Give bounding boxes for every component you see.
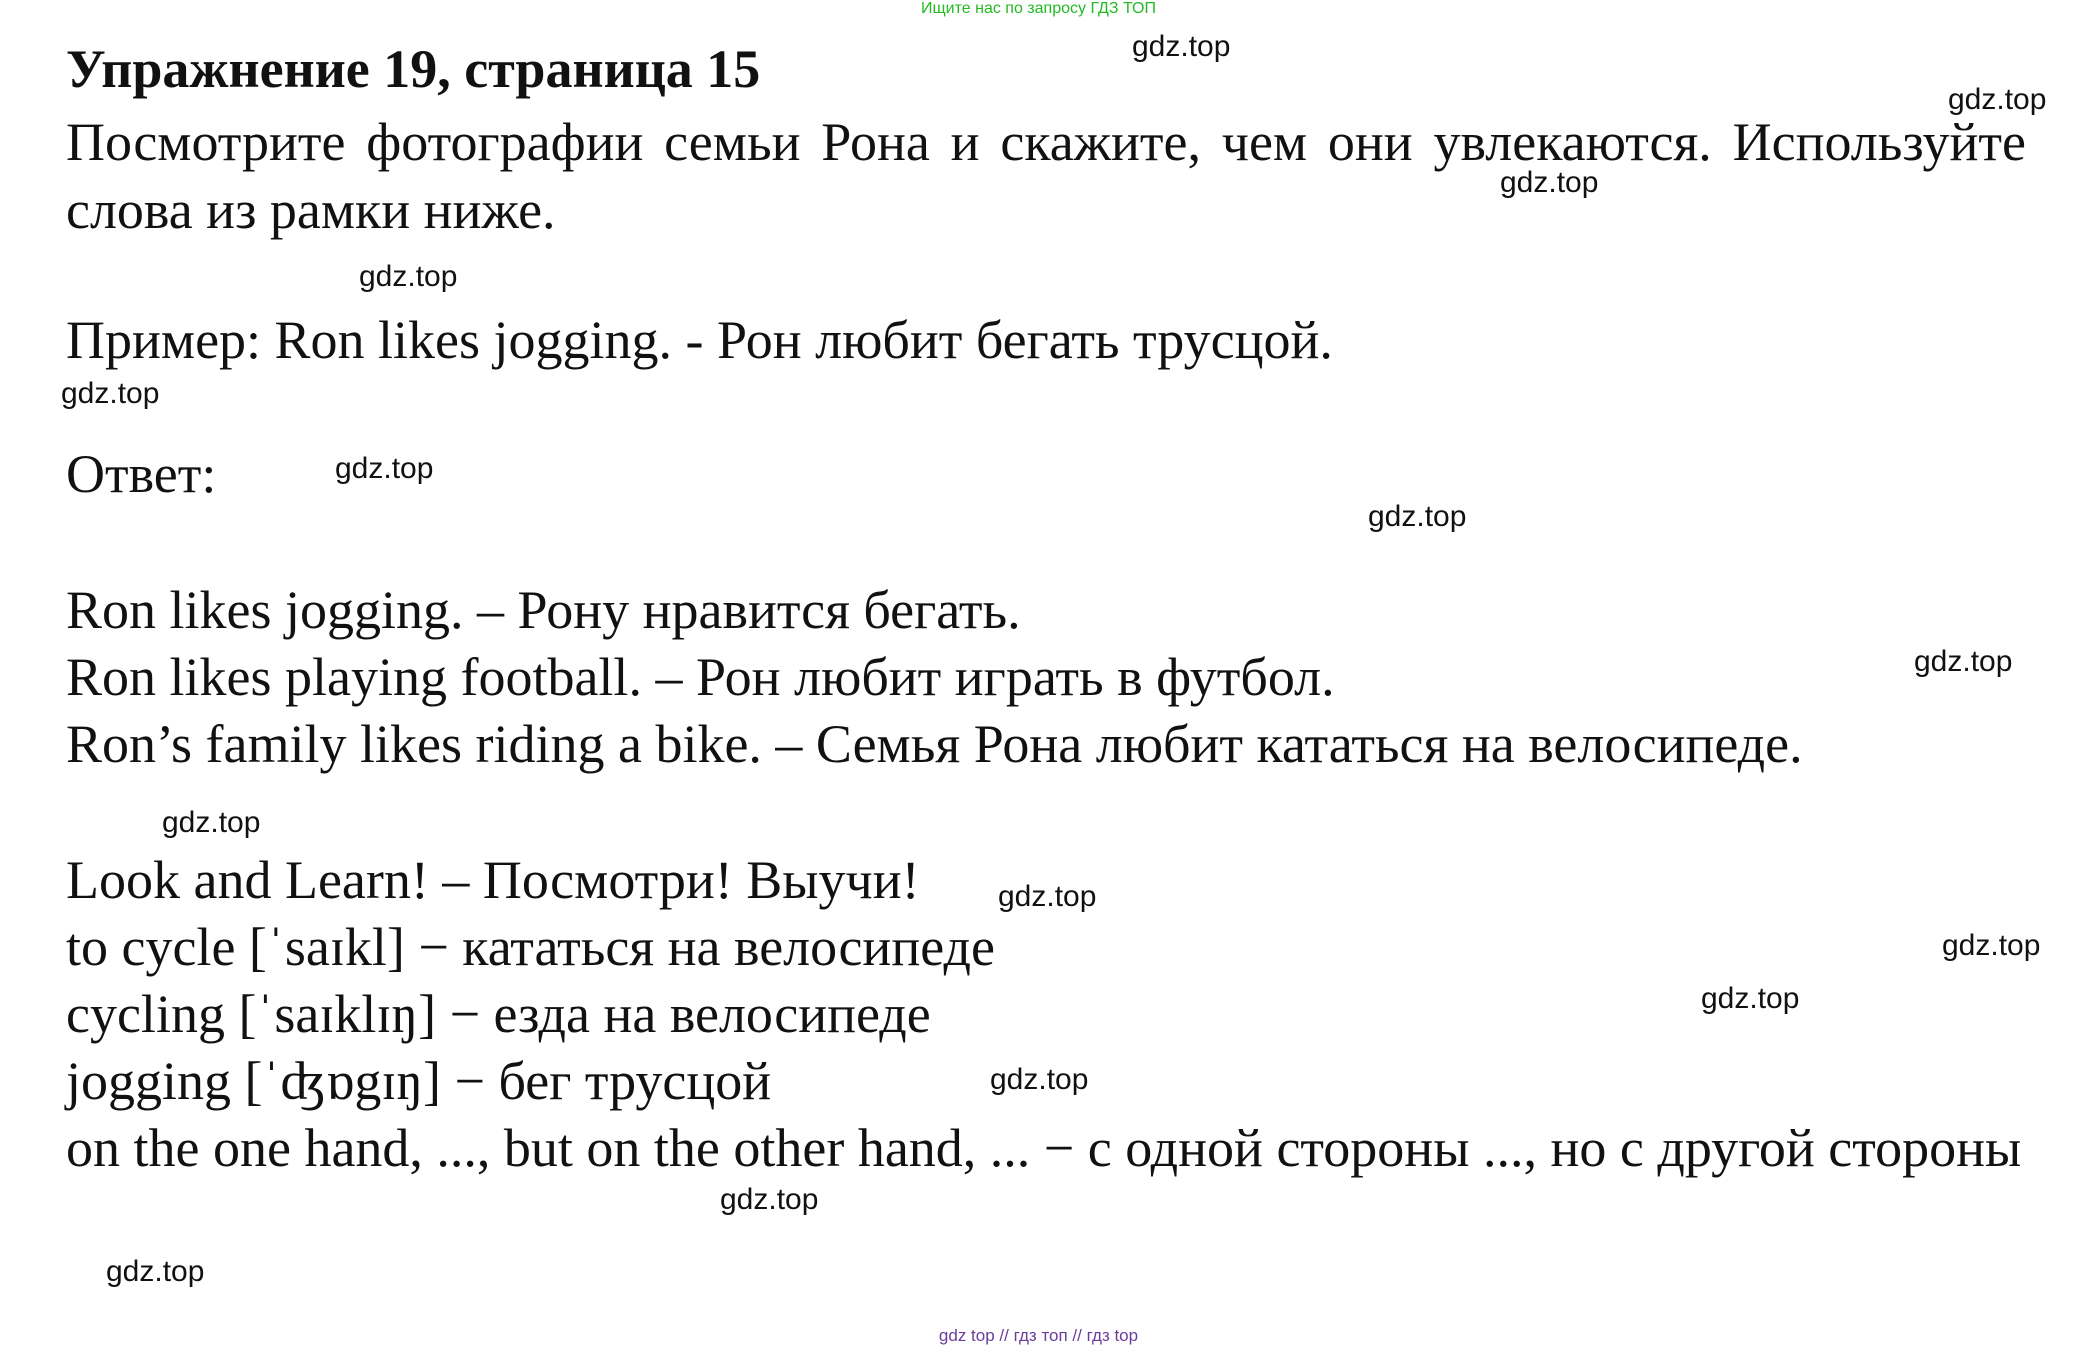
watermark: gdz.top	[1948, 83, 2047, 116]
watermark: gdz.top	[1942, 929, 2041, 962]
watermark: gdz.top	[990, 1063, 1089, 1096]
answer-line-1: Ron likes jogging. – Рону нравится бегать.	[66, 580, 1021, 640]
watermark: gdz.top	[1132, 30, 1231, 63]
watermark: gdz.top	[61, 377, 160, 410]
watermark: gdz.top	[1914, 645, 2013, 678]
watermark: gdz.top	[335, 452, 434, 485]
vocab-phrase: on the one hand, ..., but on the other hand, ... − с одной стороны ..., но с другой стороны	[66, 1118, 2022, 1178]
vocab-heading: Look and Learn! – Посмотри! Выучи!	[66, 850, 920, 910]
page-title: Упражнение 19, страница 15	[66, 39, 761, 99]
watermark: gdz.top	[1701, 982, 1800, 1015]
vocab-item-2: cycling [ˈsaɪklɪŋ] − езда на велосипеде	[66, 984, 931, 1044]
vocab-item-1: to cycle [ˈsaɪkl] − кататься на велосипеде	[66, 917, 995, 977]
watermark: gdz.top	[998, 880, 1097, 913]
watermark: gdz.top	[106, 1255, 205, 1288]
top-banner: Ищите нас по запросу ГДЗ ТОП	[921, 0, 1156, 17]
watermark: gdz.top	[162, 806, 261, 839]
watermark: gdz.top	[1368, 500, 1467, 533]
answer-line-2: Ron likes playing football. – Рон любит играть в футбол.	[66, 647, 1335, 707]
answer-label: Ответ:	[66, 444, 217, 504]
example-line: Пример: Ron likes jogging. - Рон любит бегать трусцой.	[66, 310, 1333, 370]
answer-line-3: Ron’s family likes riding a bike. – Семья Рона любит кататься на велосипеде.	[66, 714, 1803, 774]
watermark: gdz.top	[720, 1183, 819, 1216]
bottom-banner: gdz top // гдз топ // гдз top	[938, 1326, 1139, 1345]
watermark: gdz.top	[1500, 166, 1599, 199]
watermark: gdz.top	[359, 260, 458, 293]
task-instruction: Посмотрите фотографии семьи Рона и скажите, чем они увлекаются. Используйте слова из рамки ниже.	[66, 112, 2026, 240]
vocab-item-3: jogging [ˈʤɒgɪŋ] − бег трусцой	[66, 1051, 772, 1111]
